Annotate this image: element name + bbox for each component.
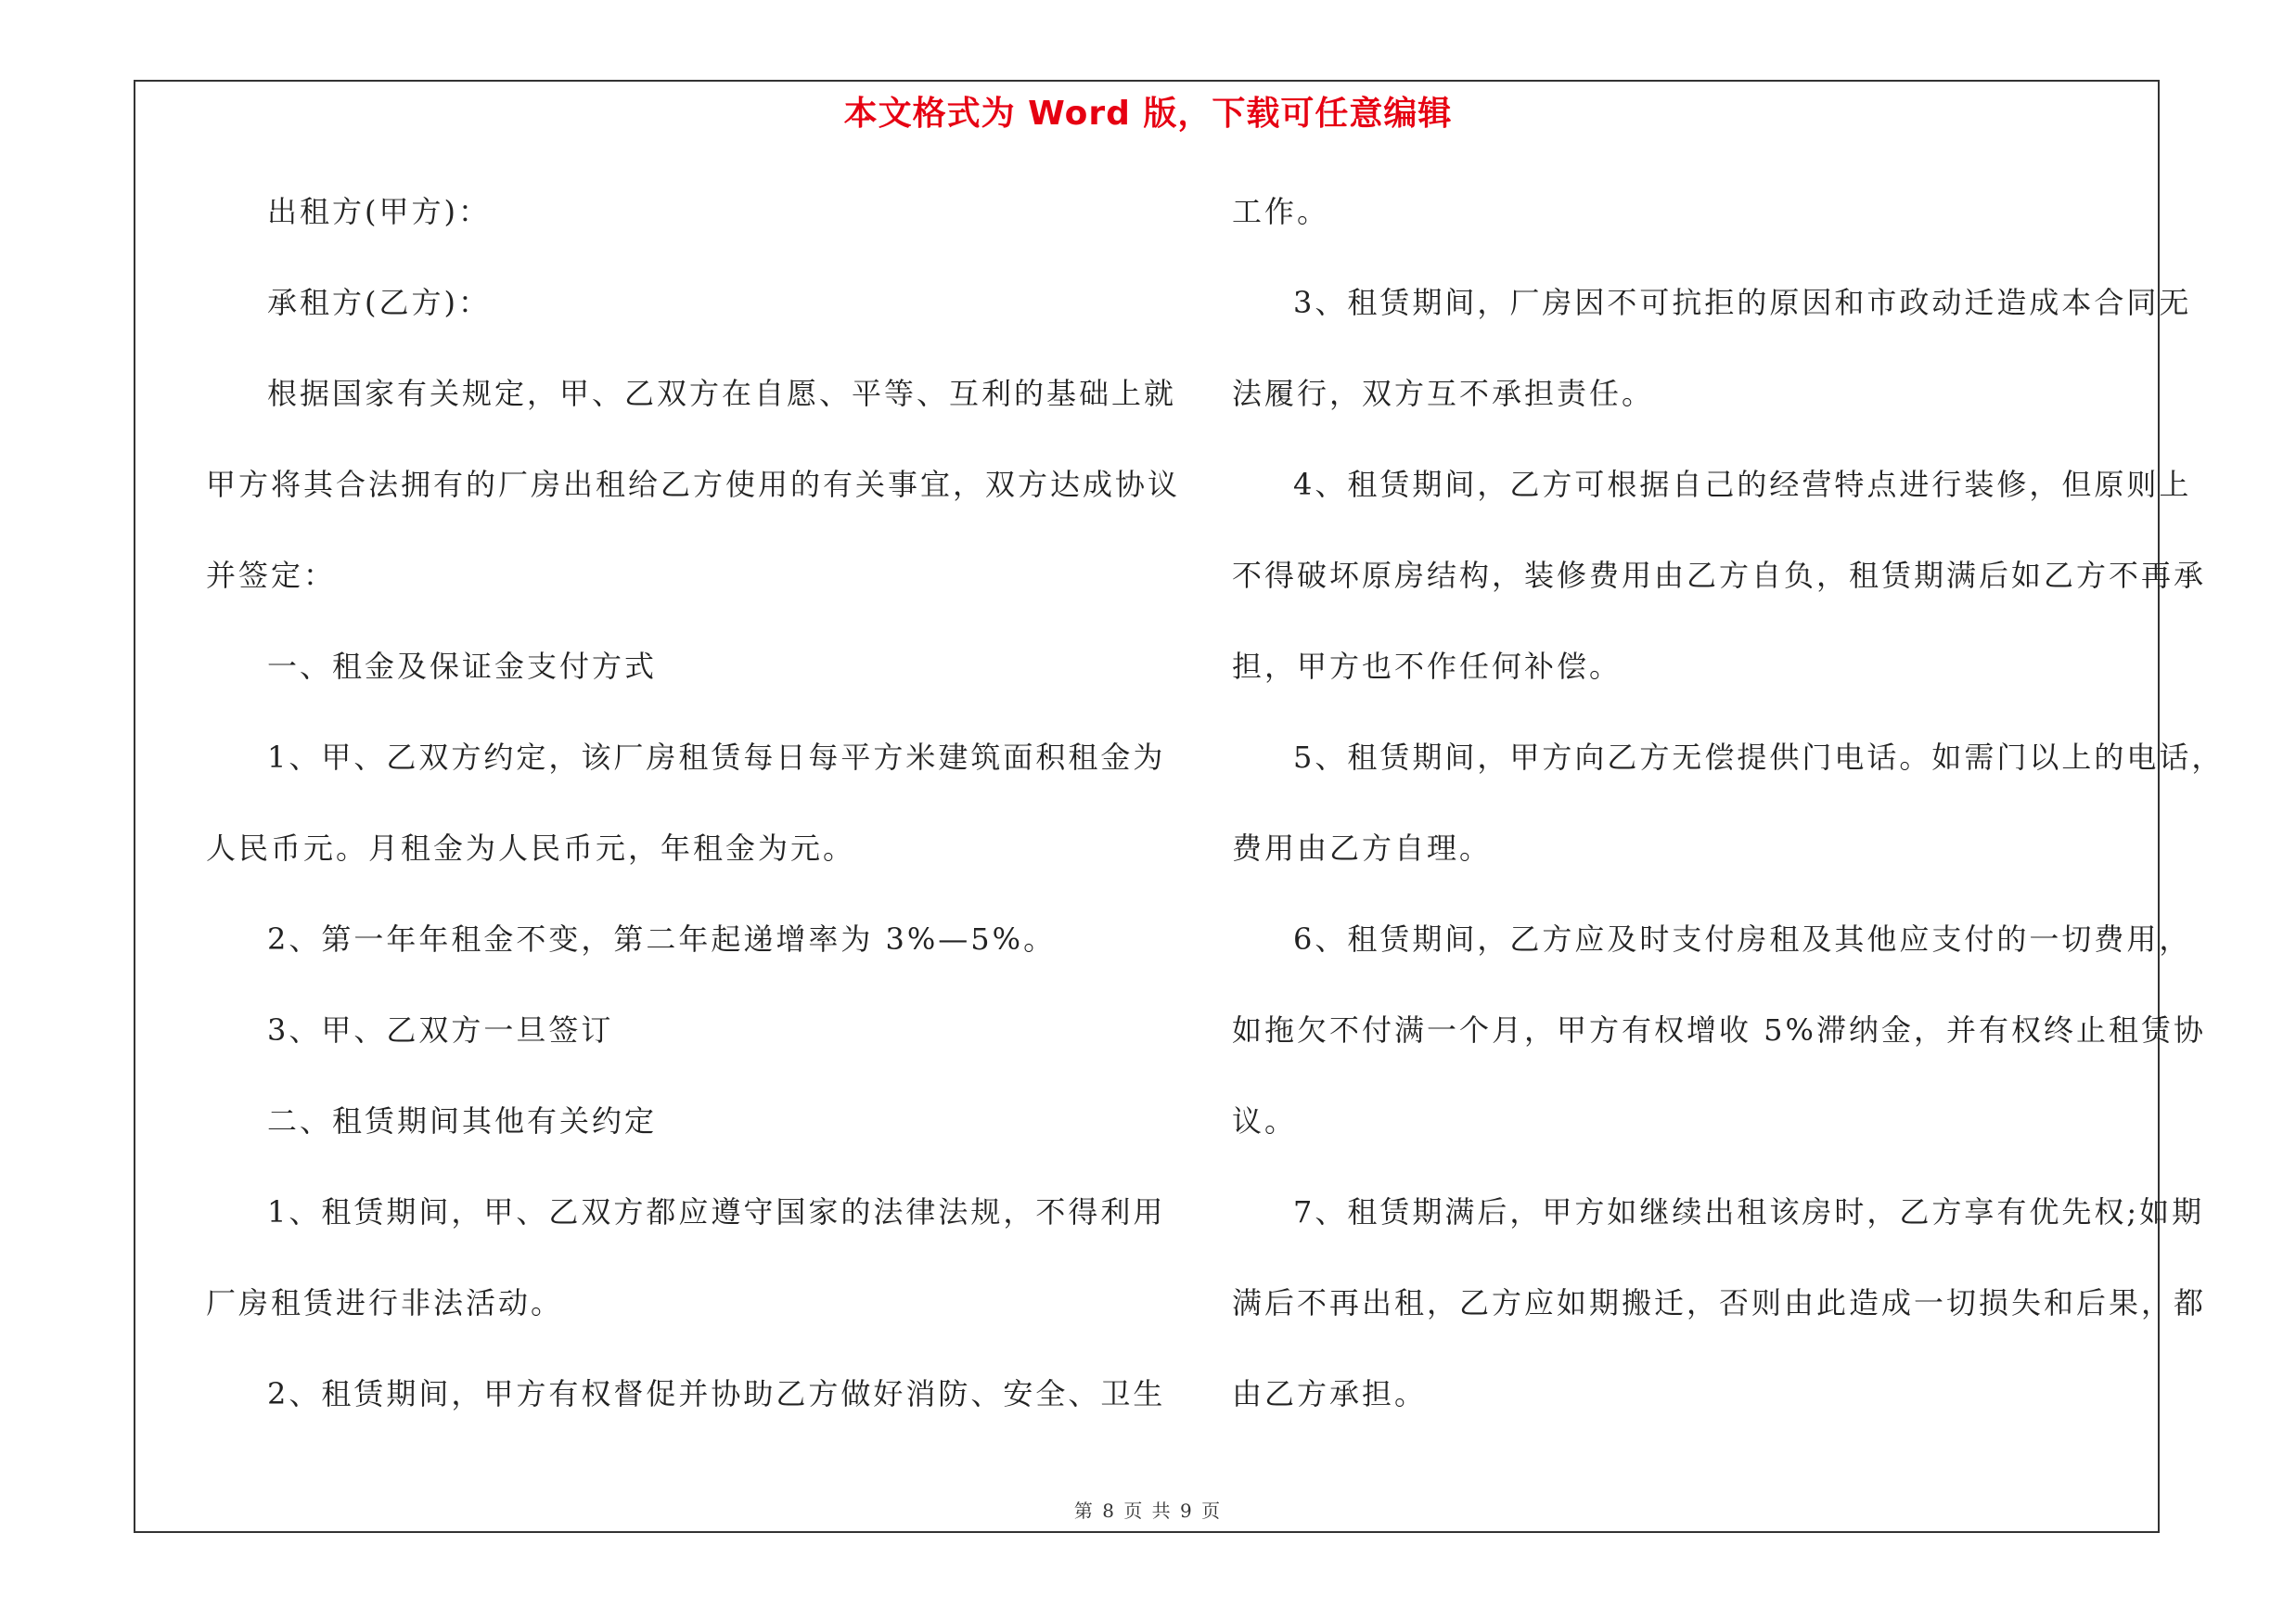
paragraph-line: 由乙方承担。 bbox=[1232, 1376, 1428, 1411]
paragraph-line: 法履行，双方互不承担责任。 bbox=[1232, 376, 1655, 411]
paragraph-line: 一、租金及保证金支付方式 bbox=[267, 649, 658, 684]
paragraph-line: 议。 bbox=[1232, 1103, 1298, 1139]
paragraph-line: 7、租赁期满后，甲方如继续出租该房时，乙方享有优先权;如期 bbox=[1293, 1194, 2205, 1230]
left-text-column bbox=[206, 182, 1181, 1455]
paragraph-line: 工作。 bbox=[1232, 194, 1330, 229]
paragraph-line: 承租方(乙方)： bbox=[267, 285, 491, 320]
paragraph-line: 1、租赁期间，甲、乙双方都应遵守国家的法律法规，不得利用 bbox=[267, 1194, 1166, 1230]
paragraph-line: 3、租赁期间，厂房因不可抗拒的原因和市政动迁造成本合同无 bbox=[1293, 285, 2192, 320]
paragraph-line: 3、甲、乙双方一旦签订 bbox=[267, 1012, 614, 1048]
paragraph-line: 人民币元。月租金为人民币元，年租金为元。 bbox=[206, 831, 856, 866]
paragraph-line: 根据国家有关规定，甲、乙双方在自愿、平等、互利的基础上就 bbox=[267, 376, 1177, 411]
paragraph-line: 如拖欠不付满一个月，甲方有权增收 5%滞纳金，并有权终止租赁协 bbox=[1232, 1012, 2206, 1048]
paragraph-line: 4、租赁期间，乙方可根据自己的经营特点进行装修，但原则上 bbox=[1293, 467, 2192, 502]
paragraph-line: 2、租赁期间，甲方有权督促并协助乙方做好消防、安全、卫生 bbox=[267, 1376, 1166, 1411]
paragraph-line: 5、租赁期间，甲方向乙方无偿提供门电话。如需门以上的电话， bbox=[1293, 740, 2225, 775]
paragraph-line: 不得破坏原房结构，装修费用由乙方自负，租赁期满后如乙方不再承 bbox=[1232, 558, 2207, 593]
paragraph-line: 出租方(甲方)： bbox=[267, 194, 491, 229]
paragraph-line: 甲方将其合法拥有的厂房出租给乙方使用的有关事宜，双方达成协议 bbox=[206, 467, 1181, 502]
paragraph-line: 2、第一年年租金不变，第二年起递增率为 3%—5%。 bbox=[267, 921, 1057, 957]
word-format-banner: 本文格式为 Word 版，下载可任意编辑 bbox=[843, 95, 1453, 133]
paragraph-line: 并签定： bbox=[206, 558, 337, 593]
right-text-column bbox=[1232, 182, 2225, 1455]
paragraph-line: 厂房租赁进行非法活动。 bbox=[206, 1285, 564, 1320]
paragraph-line: 二、租赁期间其他有关约定 bbox=[267, 1103, 658, 1139]
paragraph-line: 1、甲、乙双方约定，该厂房租赁每日每平方米建筑面积租金为 bbox=[267, 740, 1166, 775]
paragraph-line: 6、租赁期间，乙方应及时支付房租及其他应支付的一切费用， bbox=[1293, 921, 2192, 957]
paragraph-line: 满后不再出租，乙方应如期搬迁，否则由此造成一切损失和后果，都 bbox=[1232, 1285, 2207, 1320]
page-number-footer: 第 8 页 共 9 页 bbox=[1073, 1500, 1223, 1522]
paragraph-line: 担，甲方也不作任何补偿。 bbox=[1232, 649, 1623, 684]
paragraph-line: 费用由乙方自理。 bbox=[1232, 831, 1493, 866]
